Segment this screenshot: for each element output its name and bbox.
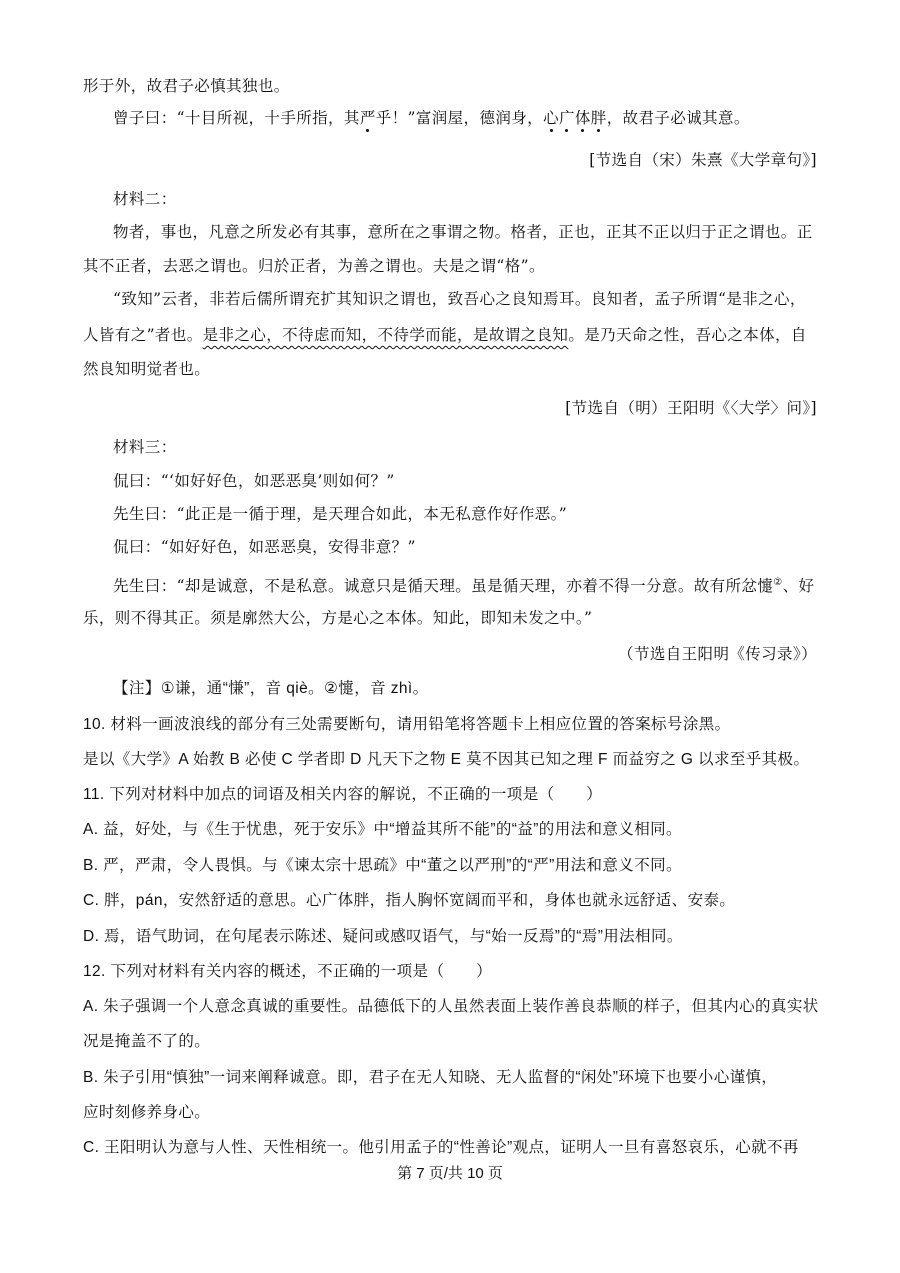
text-span: 曾子曰：“十目所视，十手所指，其	[113, 109, 360, 127]
q12-option-b-line2: 应时刻修养身心。	[83, 1104, 211, 1121]
q12-option-b-line1: B. 朱子引用“慎独”一词来阐释诚意。即，君子在无人知晓、无人监督的“闲处”环境下也要小心谨慎，	[83, 1069, 778, 1086]
material1-line2	[113, 108, 750, 128]
material2-p2-line1: “致知”云者，非若后儒所谓充扩其知识之谓也，致吾心之良知焉耳。良知者，孟子所谓“是非之心，	[113, 290, 806, 308]
material3-source: （节选自王阳明《传习录》）	[618, 645, 817, 663]
q12-option-a-line2: 况是掩盖不了的。	[83, 1033, 211, 1050]
material2-p2-line2	[83, 325, 807, 345]
material2-source: [节选自（明）王阳明《〈大学〉问》]	[565, 399, 817, 417]
material3-line2: 先生曰：“此正是一循于理，是天理合如此，本无私意作好作恶。”	[113, 505, 568, 523]
material3-line5: 乐，则不得其正。须是廓然大公，方是心之本体。知此，即知未发之中。”	[83, 609, 593, 627]
material2-p1-line2: 其不正者，去恶之谓也。归於正者，为善之谓也。夫是之谓“格”。	[83, 257, 545, 275]
text-span: 、好	[782, 577, 815, 596]
q11-option-d: D. 焉，语气助词，在句尾表示陈述、疑问或感叹语气，与“始一反焉”的“焉”用法相同。	[83, 928, 683, 945]
q11-stem: 11. 下列对材料中加点的词语及相关内容的解说，不正确的一项是（ ）	[83, 786, 603, 803]
material1-line1: 形于外，故君子必慎其独也。	[83, 77, 290, 95]
text-span: 先生曰：“却是诚意，不是私意。诚意只是循天理。虽是循天理，亦着不得一分意。故有所忿懥	[113, 577, 774, 596]
note: 【注】①谦，通“慊”，音 qiè。②懥，音 zhì。	[113, 680, 429, 697]
text-span: 乎！”富润屋，德润身，	[375, 109, 544, 127]
material1-source: [节选自（宋）朱熹《大学章句》]	[589, 151, 817, 169]
page-footer: 第 7 页/共 10 页	[397, 1165, 503, 1182]
q11-option-a: A. 益，好处，与《生于忧患，死于安乐》中“增益其所不能”的“益”的用法和意义相同。	[83, 821, 682, 838]
q11-option-c: C. 胖，pán，安然舒适的意思。心广体胖，指人胸怀宽阔而平和，身体也就永远舒适、安泰。	[83, 892, 736, 909]
material2-p1-line1: 物者，事也，凡意之所发必有其事，意所在之事谓之物。格者，正也，正其不正以归于正之谓也。正	[113, 223, 813, 241]
dotted-char-xin: 心	[543, 109, 559, 127]
text-span: ，故君子必诚其意。	[606, 109, 750, 127]
material3-heading: 材料三：	[113, 438, 177, 456]
material3-line1: 侃曰：“‘如好好色，如恶恶臭’则如何？”	[113, 472, 395, 490]
material3-line4	[113, 573, 814, 596]
q10-stem: 10. 材料一画波浪线的部分有三处需要断句，请用铅笔将答题卡上相应位置的答案标号涂黑。	[83, 716, 731, 733]
text-span: 。是乃天命之性，吾心之本体，自	[568, 326, 807, 344]
q12-stem: 12. 下列对材料有关内容的概述，不正确的一项是（ ）	[83, 963, 493, 980]
footnote-marker: ②	[773, 577, 783, 588]
material2-p2-line3: 然良知明觉者也。	[83, 360, 211, 378]
dotted-char-ti: 体	[574, 109, 591, 127]
dotted-char-guang: 广	[558, 109, 575, 127]
text-span: 人皆有之”者也。	[83, 326, 203, 344]
dotted-char-yan: 严	[359, 109, 376, 127]
material2-heading: 材料二：	[113, 190, 177, 208]
q10-text: 是以《大学》A 始教 B 必使 C 学者即 D 凡天下之物 E 莫不因其已知之理 F 而益穷之 G 以求至乎其极。	[83, 751, 810, 768]
material3-line3: 侃曰：“如好好色，如恶恶臭，安得非意？”	[113, 538, 416, 556]
q11-option-b: B. 严，严肃，令人畏惧。与《谏太宗十思疏》中“董之以严刑”的“严”用法和意义不同。	[83, 857, 682, 874]
q12-option-c-line1: C. 王阳明认为意与人性、天性相统一。他引用孟子的“性善论”观点，证明人一旦有喜怒哀乐，心就不再	[83, 1139, 799, 1156]
wavy-underlined-text: 是非之心，不待虑而知，不待学而能，是故谓之良知	[202, 326, 569, 344]
dotted-char-pan: 胖	[590, 109, 607, 127]
q12-option-a-line1: A. 朱子强调一个人意念真诚的重要性。品德低下的人虽然表面上装作善良恭顺的样子，但其内心的真实状	[83, 998, 819, 1015]
